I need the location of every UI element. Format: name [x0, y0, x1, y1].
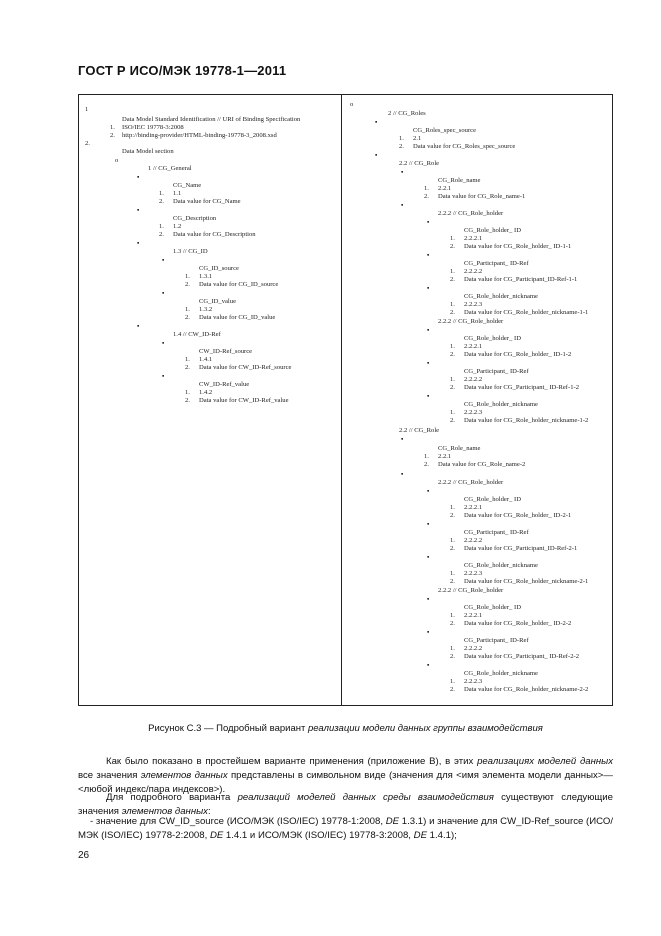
- figure-line: CW_ID-Ref_value: [199, 381, 250, 388]
- figure-line: 2.: [450, 653, 455, 660]
- figure-line: 1.: [185, 273, 190, 280]
- figure-line: Data value for CG_ID_source: [199, 281, 279, 288]
- figure-line: CG_Role_holder_nickname: [464, 401, 538, 408]
- figure-line: 1.: [185, 356, 190, 363]
- figure-line: 2.: [450, 620, 455, 627]
- figure-line: ▪: [427, 393, 430, 400]
- figure-line: 1.: [450, 570, 455, 577]
- figure-line: CG_Role_holder_nickname: [464, 670, 538, 677]
- figure-line: 2.: [450, 309, 455, 316]
- figure-line: 2.2.2.1: [464, 235, 483, 242]
- figure-line: 1.2: [173, 223, 182, 230]
- figure-line: 2.2.2.2: [464, 376, 483, 383]
- figure-line: 2.: [450, 417, 455, 424]
- figure-line: 1.3.1: [199, 273, 213, 280]
- figure-line: 1.: [110, 124, 115, 131]
- figure-line: Data value for CG_Description: [173, 231, 256, 238]
- figure-line: ▪: [137, 174, 140, 181]
- figure-line: CG_Participant_ ID-Ref: [464, 637, 529, 644]
- figure-line: 2.2.2 // CG_Role_holder: [438, 318, 504, 325]
- figure-line: 2.: [450, 351, 455, 358]
- figure-column-divider: [341, 94, 342, 706]
- figure-line: CW_ID-Ref_source: [199, 348, 253, 355]
- figure-line: 2.2.2 // CG_Role_holder: [438, 210, 504, 217]
- figure-line: CG_Role_holder_nickname: [464, 293, 538, 300]
- figure-line: 1.: [185, 306, 190, 313]
- figure-line: 2.2.2.1: [464, 504, 483, 511]
- figure-line: 2.: [450, 686, 455, 693]
- figure-line: ▪: [137, 240, 140, 247]
- figure-caption: Рисунок С.3 — Подробный вариант реализации модели данных группы взаимодействия: [148, 723, 543, 734]
- figure-line: Data value for CG_Participant_ ID-Ref-2-2: [464, 653, 579, 660]
- figure-line: ▪: [427, 285, 430, 292]
- figure-line: CG_Roles_spec_source: [413, 127, 476, 134]
- figure-line: 2 // CG_Roles: [388, 110, 426, 117]
- figure-line: Data value for CG_Name: [173, 198, 241, 205]
- figure-line: 2.: [450, 512, 455, 519]
- figure-line: 1.: [450, 235, 455, 242]
- figure-line: 2.2.2.3: [464, 570, 483, 577]
- figure-line: 2.: [450, 578, 455, 585]
- figure-line: 2.2.1: [438, 453, 452, 460]
- figure-line: ▪: [427, 554, 430, 561]
- figure-line: 2.2 // CG_Role: [399, 427, 440, 434]
- figure-line: ▪: [427, 662, 430, 669]
- figure-line: Data Model section: [122, 148, 174, 155]
- figure-line: 2.2 // CG_Role: [399, 160, 440, 167]
- figure-line: 2.2.2.3: [464, 301, 483, 308]
- figure-line: CG_Role_holder_ ID: [464, 335, 521, 342]
- page-header: ГОСТ Р ИСО/МЭК 19778-1—2011: [78, 63, 287, 78]
- figure-line: Data value for CG_Participant_ ID-Ref-1-2: [464, 384, 579, 391]
- figure-line: 2.2.2.3: [464, 678, 483, 685]
- figure-line: Data value for CW_ID-Ref_value: [199, 397, 289, 404]
- figure-line: 1.: [450, 301, 455, 308]
- figure-line: Data value for CG_Role_holder_nickname-2-1: [464, 578, 589, 585]
- figure-line: CG_Role_holder_ ID: [464, 496, 521, 503]
- figure-line: 2.2.2.2: [464, 645, 483, 652]
- figure-line: CG_Participant_ ID-Ref: [464, 368, 529, 375]
- figure-line: 1.3 // CG_ID: [173, 248, 208, 255]
- figure-line: 2.: [450, 545, 455, 552]
- figure-line: CG_Role_name: [438, 177, 481, 184]
- figure-line: ▪: [427, 360, 430, 367]
- figure-line: 2.2.2 // CG_Role_holder: [438, 479, 504, 486]
- figure-line: Data value for CG_Role_holder_nickname-1-2: [464, 417, 589, 424]
- figure-line: 2.: [85, 140, 90, 147]
- figure-line: o: [350, 101, 354, 108]
- figure-line: ▪: [401, 471, 404, 478]
- figure-line: CG_Role_name: [438, 445, 481, 452]
- figure-line: ▪: [427, 219, 430, 226]
- paragraph-3: - значение для CW_ID_source (ИСО/МЭК (ISO/IEC) 19778-1:2008, DE 1.3.1) и значение для CW_ID-Ref_source (ИСО/МЭК (ISO/IEC) 19778-2:2008, DE 1.4.1 и ИСО/МЭК (ISO/IEC) 19778-3:2008, DE 1.4.1);: [78, 816, 613, 842]
- figure-frame: [78, 94, 613, 706]
- figure-line: 2.: [159, 231, 164, 238]
- figure-line: 1.4 // CW_ID-Ref: [173, 331, 221, 338]
- figure-line: ▪: [401, 202, 404, 209]
- figure-line: ▪: [427, 596, 430, 603]
- figure-line: ▪: [162, 340, 165, 347]
- figure-line: 1.: [450, 645, 455, 652]
- figure-line: 1.: [159, 223, 164, 230]
- figure-line: ▪: [137, 207, 140, 214]
- figure-line: 1.: [185, 389, 190, 396]
- figure-line: 2.2.1: [438, 185, 452, 192]
- figure-line: 1.4.1: [199, 356, 213, 363]
- figure-line: 1.3.2: [199, 306, 213, 313]
- figure-line: 2.: [110, 132, 115, 139]
- figure-line: ISO/IEC 19778-3:2008: [122, 124, 184, 131]
- figure-line: 1.: [450, 268, 455, 275]
- figure-line: ▪: [427, 629, 430, 636]
- figure-line: 1.: [450, 504, 455, 511]
- figure-line: ▪: [401, 169, 404, 176]
- figure-line: ▪: [427, 327, 430, 334]
- figure-line: Data value for CG_Role_holder_nickname-1-1: [464, 309, 589, 316]
- figure-line: Data value for CW_ID-Ref_source: [199, 364, 292, 371]
- figure-line: 2.: [185, 364, 190, 371]
- figure-line: 1.: [450, 376, 455, 383]
- figure-line: Data value for CG_Participant_ID-Ref-2-1: [464, 545, 578, 552]
- figure-line: 2.: [399, 143, 404, 150]
- figure-line: Data value for CG_Role_holder_ ID-2-1: [464, 512, 572, 519]
- figure-line: Data value for CG_Participant_ID-Ref-1-1: [464, 276, 578, 283]
- figure-line: http://binding-provider/HTML-binding-19778-3_2008.xsd: [122, 132, 277, 139]
- figure-line: CG_Name: [173, 182, 202, 189]
- figure-line: 1.4.2: [199, 389, 213, 396]
- page-number: 26: [78, 850, 90, 861]
- figure-line: Data value for CG_Roles_spec_source: [413, 143, 516, 150]
- figure-line: ▪: [162, 257, 165, 264]
- figure-line: 2.1: [413, 135, 422, 142]
- figure-line: 1 // CG_General: [148, 165, 192, 172]
- figure-line: ▪: [375, 152, 378, 159]
- figure-line: 2.: [159, 198, 164, 205]
- figure-line: 1.: [399, 135, 404, 142]
- figure-line: Data value for CG_Role_holder_ ID-1-2: [464, 351, 572, 358]
- figure-line: CG_Role_holder_ ID: [464, 604, 521, 611]
- paragraph-2: Для подробного варианта реализаций моделей данных среды взаимодействия существуют следующие значения элементов данных:: [78, 792, 613, 818]
- figure-line: 2.: [450, 276, 455, 283]
- figure-line: 2.: [424, 193, 429, 200]
- figure-line: 1.1: [173, 190, 182, 197]
- figure-line: 2.2.2.1: [464, 612, 483, 619]
- figure-line: 1.: [450, 678, 455, 685]
- figure-line: 2.2.2 // CG_Role_holder: [438, 587, 504, 594]
- figure-line: 2.: [450, 384, 455, 391]
- figure-line: 1.: [450, 537, 455, 544]
- figure-line: 2.: [424, 461, 429, 468]
- figure-line: Data Model Standard Identification // URI of Binding Specification: [122, 116, 301, 123]
- figure-line: Data value for CG_Role_name-1: [438, 193, 526, 200]
- figure-line: 2.2.2.1: [464, 343, 483, 350]
- figure-line: ▪: [162, 290, 165, 297]
- figure-line: ▪: [375, 119, 378, 126]
- figure-line: ▪: [427, 252, 430, 259]
- figure-line: 1.: [424, 453, 429, 460]
- figure-line: ▪: [401, 436, 404, 443]
- figure-line: Data value for CG_ID_value: [199, 314, 276, 321]
- figure-line: CG_ID_source: [199, 265, 239, 272]
- figure-line: CG_Participant_ ID-Ref: [464, 260, 529, 267]
- figure-line: 2.: [185, 314, 190, 321]
- figure-line: CG_Role_holder_nickname: [464, 562, 538, 569]
- figure-line: Data value for CG_Role_name-2: [438, 461, 526, 468]
- figure-line: Data value for CG_Role_holder_ ID-2-2: [464, 620, 572, 627]
- figure-line: ▪: [137, 323, 140, 330]
- figure-line: ▪: [427, 521, 430, 528]
- figure-line: 2.2.2.2: [464, 537, 483, 544]
- figure-line: 2.: [450, 243, 455, 250]
- figure-line: 2.2.2.2: [464, 268, 483, 275]
- figure-line: o: [115, 157, 119, 164]
- figure-line: 2.: [185, 281, 190, 288]
- figure-line: 1.: [450, 409, 455, 416]
- figure-line: ▪: [427, 488, 430, 495]
- figure-line: CG_Participant_ ID-Ref: [464, 529, 529, 536]
- figure-line: 1.: [450, 343, 455, 350]
- figure-line: 1: [85, 106, 89, 113]
- figure-line: 1.: [424, 185, 429, 192]
- figure-line: CG_ID_value: [199, 298, 236, 305]
- figure-line: Data value for CG_Role_holder_ ID-1-1: [464, 243, 572, 250]
- figure-line: 2.: [185, 397, 190, 404]
- figure-line: CG_Description: [173, 215, 217, 222]
- figure-line: 2.2.2.3: [464, 409, 483, 416]
- figure-line: 1.: [450, 612, 455, 619]
- figure-line: Data value for CG_Role_holder_nickname-2-2: [464, 686, 589, 693]
- figure-line: 1.: [159, 190, 164, 197]
- paragraph-1: Как было показано в простейшем варианте применения (приложение В), в этих реализациях моделей данных все значения элементов данных представлены в символьном виде (значения для <имя элемента модели данных>—<любой индекс/пара индексов>).: [78, 756, 613, 796]
- figure-line: ▪: [162, 373, 165, 380]
- figure-line: CG_Role_holder_ ID: [464, 227, 521, 234]
